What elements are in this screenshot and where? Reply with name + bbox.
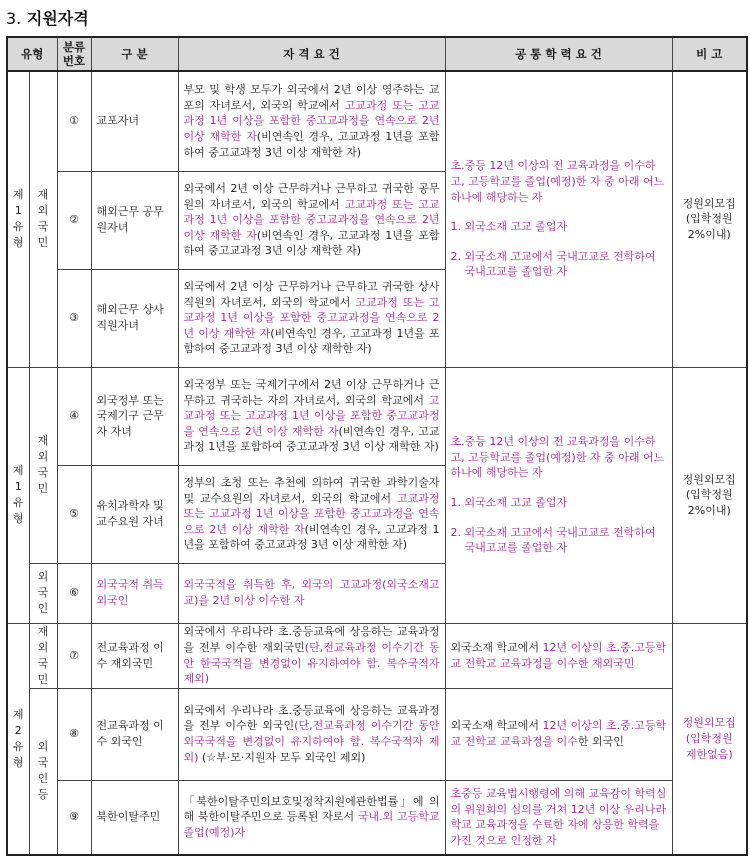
code-cell: ⑨: [57, 780, 91, 855]
qualification-cell: 정부의 초청 또는 추천에 의하여 귀국한 과학기술자 및 교수요원의 자녀로서, 외국의 학교에서 고교과정 또는 고교과정 1년 이상을 포함한 중고교과정을 연속으로 2년 이상 재학한 자(비연속인 경우, 고교과정 1년을 포함하여 중고교과정 3년 이상 재학한 자): [178, 465, 445, 563]
group-cell: 재외국민: [29, 71, 57, 367]
table-row: [7, 688, 747, 780]
section-title: [6, 6, 89, 28]
qualification-cell: 「북한이탈주민의보호및정착지원에관한법률」에 의해 북한이탈주민으로 등록된 자로서 국내.외 고등학교 졸업(예정)자: [178, 780, 445, 855]
category-cell: 북한이탈주민: [91, 780, 178, 855]
code-cell: ③: [57, 269, 91, 367]
common-requirement-b: 초.중등 12년 이상의 전 교육과정을 이수하고, 고등학교를 졸업(예정)한 자 중 아래 어느 하나에 해당하는 자 1. 외국소재 고교 졸업자 2. 외국소재 고교에서 국내고교로 전학하여 국내고교를 졸업한 자: [445, 367, 672, 623]
section-number: 3.: [6, 9, 22, 28]
qualification-cell: 외국에서 우리나라 초.중등교육에 상응하는 교육과정을 전부 이수한 외국인(단,전교육과정 이수기간 동안 외국국적을 변경없이 유지하여야 함. 복수국적자 제외) (☆부·모·지원자 모두 외국인 제외): [178, 688, 445, 780]
table-row: [7, 367, 747, 465]
qualification-cell: 외국에서 우리나라 초.중등교육에 상응하는 교육과정을 전부 이수한 재외국민(단,전교육과정 이수기간 동안 한국국적을 변경없이 유지하여야 함. 복수국적자 제외): [178, 623, 445, 688]
header-note: 비 고: [672, 37, 747, 71]
qualification-cell: 외국에서 2년 이상 근무하거나 근무하고 귀국한 공무원의 자녀로서, 외국의 학교에서 고교과정 또는 고교과정 1년 이상을 포함한 중고교과정을 연속으로 2년 이상 재학한 자(비연속인 경우, 고교과정 1년을 포함하여 중고교과정 3년 이상 재학한 자): [178, 171, 445, 269]
category-cell: 전교육과정 이수 외국인: [91, 688, 178, 780]
type-cell: 제1유형: [7, 71, 29, 367]
header-code: 분류번호: [57, 37, 91, 71]
code-cell: ⑤: [57, 465, 91, 563]
qualification-cell: 외국에서 2년 이상 근무하거나 근무하고 귀국한 상사직원의 자녀로서, 외국의 학교에서 고교과정 또는 고교과정 1년 이상을 포함한 중고교과정을 연속으로 2년 이상 재학한 자(비연속인 경우, 고교과정 1년을 포함하여 중고교과정 3년 이상 재학한 자): [178, 269, 445, 367]
category-cell: 유치과학자 및 교수요원 자녀: [91, 465, 178, 563]
category-cell: 외국국적 취득 외국인: [91, 563, 178, 623]
note-cell-a: 정원외모집 (입학정원 2%이내): [672, 71, 747, 367]
category-cell: 외국정부 또는 국제기구 근무자 자녀: [91, 367, 178, 465]
qualification-cell: 외국정부 또는 국제기구에서 2년 이상 근무하거나 근무하고 귀국하는 자의 자녀로서, 외국의 학교에서 고교과정 또는 고교과정 1년 이상을 포함한 중고교과정을 연속으로 2년 이상 재학한 자(비연속인 경우, 고교과정 1년을 포함하여 중고교과정 3년 이상 재학한 자): [178, 367, 445, 465]
eligibility-table: [6, 36, 748, 856]
qualification-cell: 외국국적을 취득한 후, 외국의 고교과정(외국소재고교)을 2년 이상 이수한 자: [178, 563, 445, 623]
common-requirement-a: 초.중등 12년 이상의 전 교육과정을 이수하고, 고등학교를 졸업(예정)한 자 중 아래 어느 하나에 해당하는 자 1. 외국소재 고교 졸업자 2. 외국소재 고교에서 국내고교로 전학하여 국내고교를 졸업한 자: [445, 71, 672, 367]
group-cell: 재외국민: [29, 367, 57, 563]
header-qualification: 자 격 요 건: [178, 37, 445, 71]
group-cell: 외국인: [29, 563, 57, 623]
header-type: 유형: [7, 37, 57, 71]
code-cell: ⑦: [57, 623, 91, 688]
code-cell: ④: [57, 367, 91, 465]
common-requirement-9: 초중등 교육법시행령에 의해 교육감이 학력심의 위원회의 심의를 거쳐 12년 이상 우리나라 학교 교육과정을 수료한 자에 상응한 학력을 가진 것으로 인정한 자: [445, 780, 672, 855]
table-row: [7, 780, 747, 855]
type-cell: 제1유형: [7, 367, 29, 623]
category-cell: 전교육과정 이수 재외국민: [91, 623, 178, 688]
type-cell: 제2유형: [7, 623, 29, 855]
group-cell: 외국인등: [29, 688, 57, 855]
header-common: 공 통 학 력 요 건: [445, 37, 672, 71]
common-requirement-7: 외국소재 학교에서 12년 이상의 초.중.고등학교 전학교 교육과정을 이수한 재외국민: [445, 623, 672, 688]
note-cell-c: 정원외모집 (입학정원 제한없음): [672, 623, 747, 855]
section-title-text: 지원자격: [26, 9, 89, 28]
category-cell: 해외근무 상사직원자녀: [91, 269, 178, 367]
note-cell-b: 정원외모집 (입학정원 2%이내): [672, 367, 747, 623]
category-cell: 해외근무 공무원자녀: [91, 171, 178, 269]
code-cell: ②: [57, 171, 91, 269]
common-requirement-8: 외국소재 학교에서 12년 이상의 초.중.고등학교 전학교 교육과정을 이수한 외국인: [445, 688, 672, 780]
category-cell: 교포자녀: [91, 71, 178, 171]
table-row: [7, 623, 747, 688]
table-row: [7, 71, 747, 171]
code-cell: ⑥: [57, 563, 91, 623]
group-cell: 재외국민: [29, 623, 57, 688]
qualification-cell: 부모 및 학생 모두가 외국에서 2년 이상 영주하는 교포의 자녀로서, 외국의 학교에서 고교과정 또는 고교과정 1년 이상을 포함한 중고교과정을 연속으로 2년 이상 재학한 자(비연속인 경우, 고교과정 1년을 포함하여 중고교과정 3년 이상 재학한 자): [178, 71, 445, 171]
code-cell: ①: [57, 71, 91, 171]
header-category: 구 분: [91, 37, 178, 71]
code-cell: ⑧: [57, 688, 91, 780]
header-row: [7, 37, 747, 71]
